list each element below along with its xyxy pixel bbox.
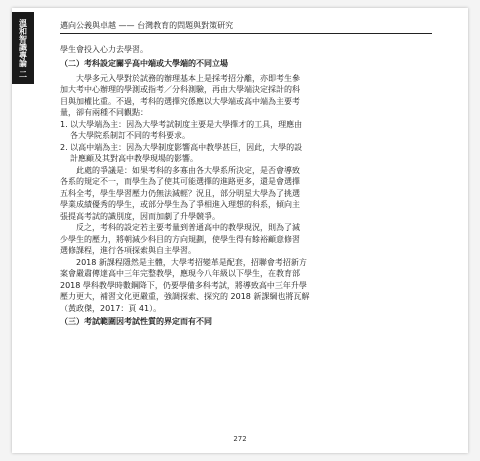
text-line: 加大考中心辦理的學測或指考／分科測驗，再由大學端決定採計的科 xyxy=(60,85,300,94)
text-line: 2018 學科教學時數鋼降下，仍要學備多科考試，將導致高中三年升學 xyxy=(60,280,307,290)
section-heading-3: （三）考試範圍因考試性質的界定而有不同 xyxy=(60,317,212,326)
text-line: 張提高考試的識別度，因而加劇了升學競爭。 xyxy=(60,211,220,221)
running-header: 邁向公義與卓越 —— 台灣教育的問題與對策研究 xyxy=(60,20,432,34)
text-line: 各大學院系制訂不同的考科要求。 xyxy=(70,131,190,140)
text-line: 此處的爭議是：如果考科的多寡由各大學系所決定，是否會導致 xyxy=(76,165,300,175)
text-line: 2018 新課程隱然是主體，大學考招變革是配套，招聯會考招新方 xyxy=(76,257,307,267)
page-body xyxy=(60,44,432,331)
text-line: 反之，考科的設定若主要考量到普通高中的教學現況，則為了減 xyxy=(76,223,300,232)
paragraph-3 xyxy=(60,222,432,257)
paragraph-4 xyxy=(60,257,432,315)
chapter-side-tab: 溫和智識專論 二 xyxy=(12,12,34,84)
page-number: 272 xyxy=(233,435,247,443)
book-page xyxy=(12,8,468,453)
text-line: 各系的規定不一，而學生為了使其可能選擇的進路更多，還是會選擇 xyxy=(60,177,300,186)
text-line: 1. 以大學端為主：因為大學考試制度主要是大學擇才的工具，理應由 xyxy=(60,119,303,129)
text-line: 2. 以高中端為主：因為大學制度影響高中教學甚巨，因此，大學的設 xyxy=(60,142,303,152)
text-line: 選修課程，進行各項探索與自主學習。 xyxy=(60,246,196,255)
paragraph-0 xyxy=(60,44,432,56)
paragraph-1 xyxy=(60,73,432,119)
text-line: 大學多元入學對於試務的辦理基本上是採考招分離，亦即考生參 xyxy=(76,73,300,83)
text-line: 壓力更大，補習文化更嚴重，強調探索、探究的 2018 新課綱也將瓦解 xyxy=(60,292,310,301)
text-line: 量，卻有兩種不同觀點： xyxy=(60,108,148,117)
text-line: 學業成績優秀的學生，或部分學生為了爭相進入理想的科系，傾向主 xyxy=(60,200,300,209)
text-line: 案會嚴肅傳達高中三年完整教學，應現今八年級以下學生，在教育部 xyxy=(60,269,300,278)
text-line: 計應顧及其對高中教學現場的影響。 xyxy=(70,154,198,163)
paragraph-2 xyxy=(60,165,432,223)
text-line: 五科全考，學生學習壓力仍無法減輕？況且，部分明星大學為了挑選 xyxy=(60,188,300,198)
list-item-1 xyxy=(60,119,432,142)
section-heading-2: （二）考科設定關乎高中端或大學端的不同立場 xyxy=(60,58,228,68)
text-line: 學生會投入心力去學習。 xyxy=(60,45,148,54)
text-line: （黃政傑，2017：頁 41）。 xyxy=(60,303,162,313)
text-line: 少學生的壓力，將朝減少科目的方向規劃，使學生得有餘裕顧意修習 xyxy=(60,234,300,244)
list-item-2 xyxy=(60,142,432,165)
text-line: 目與加權比重。不過，考科的選擇究係應以大學端或高中端為主要考 xyxy=(60,96,300,106)
